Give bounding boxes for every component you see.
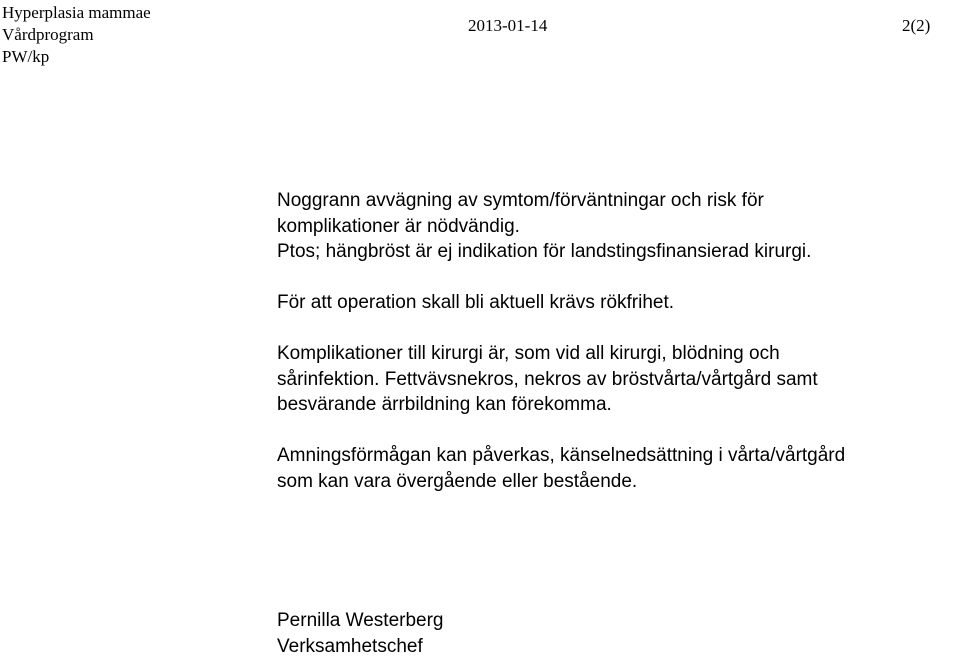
document-date: 2013-01-14 xyxy=(468,15,547,37)
paragraph-line: Amningsförmågan kan påverkas, känselnedsättning i vårta/vårtgård xyxy=(277,443,957,469)
page-header xyxy=(0,0,960,70)
paragraph-breastfeeding xyxy=(277,443,957,494)
paragraph-line: Komplikationer till kirurgi är, som vid all kirurgi, blödning och xyxy=(277,341,957,367)
paragraph-smoking xyxy=(277,290,957,316)
paragraph-line: För att operation skall bli aktuell krävs rökfrihet. xyxy=(277,290,957,316)
paragraph-line: Noggrann avvägning av symtom/förväntningar och risk för xyxy=(277,188,957,214)
paragraph-line: sårinfektion. Fettvävsnekros, nekros av bröstvårta/vårtgård samt xyxy=(277,367,957,393)
document-subtitle: Vårdprogram xyxy=(2,24,151,46)
paragraph-line: Ptos; hängbröst är ej indikation för landstingsfinansierad kirurgi. xyxy=(277,239,957,265)
paragraph-line: som kan vara övergående eller bestående. xyxy=(277,469,957,495)
signature-role: Verksamhetschef xyxy=(277,634,444,659)
page-number: 2(2) xyxy=(902,15,930,37)
paragraph-line: komplikationer är nödvändig. xyxy=(277,214,957,240)
paragraph-line: besvärande ärrbildning kan förekomma. xyxy=(277,392,957,418)
header-left-block xyxy=(2,2,151,68)
author-code: PW/kp xyxy=(2,46,151,68)
signature-block xyxy=(277,608,444,659)
document-body xyxy=(277,188,957,494)
signature-name: Pernilla Westerberg xyxy=(277,608,444,634)
paragraph-complications xyxy=(277,341,957,418)
document-title: Hyperplasia mammae xyxy=(2,2,151,24)
paragraph-risk xyxy=(277,188,957,265)
